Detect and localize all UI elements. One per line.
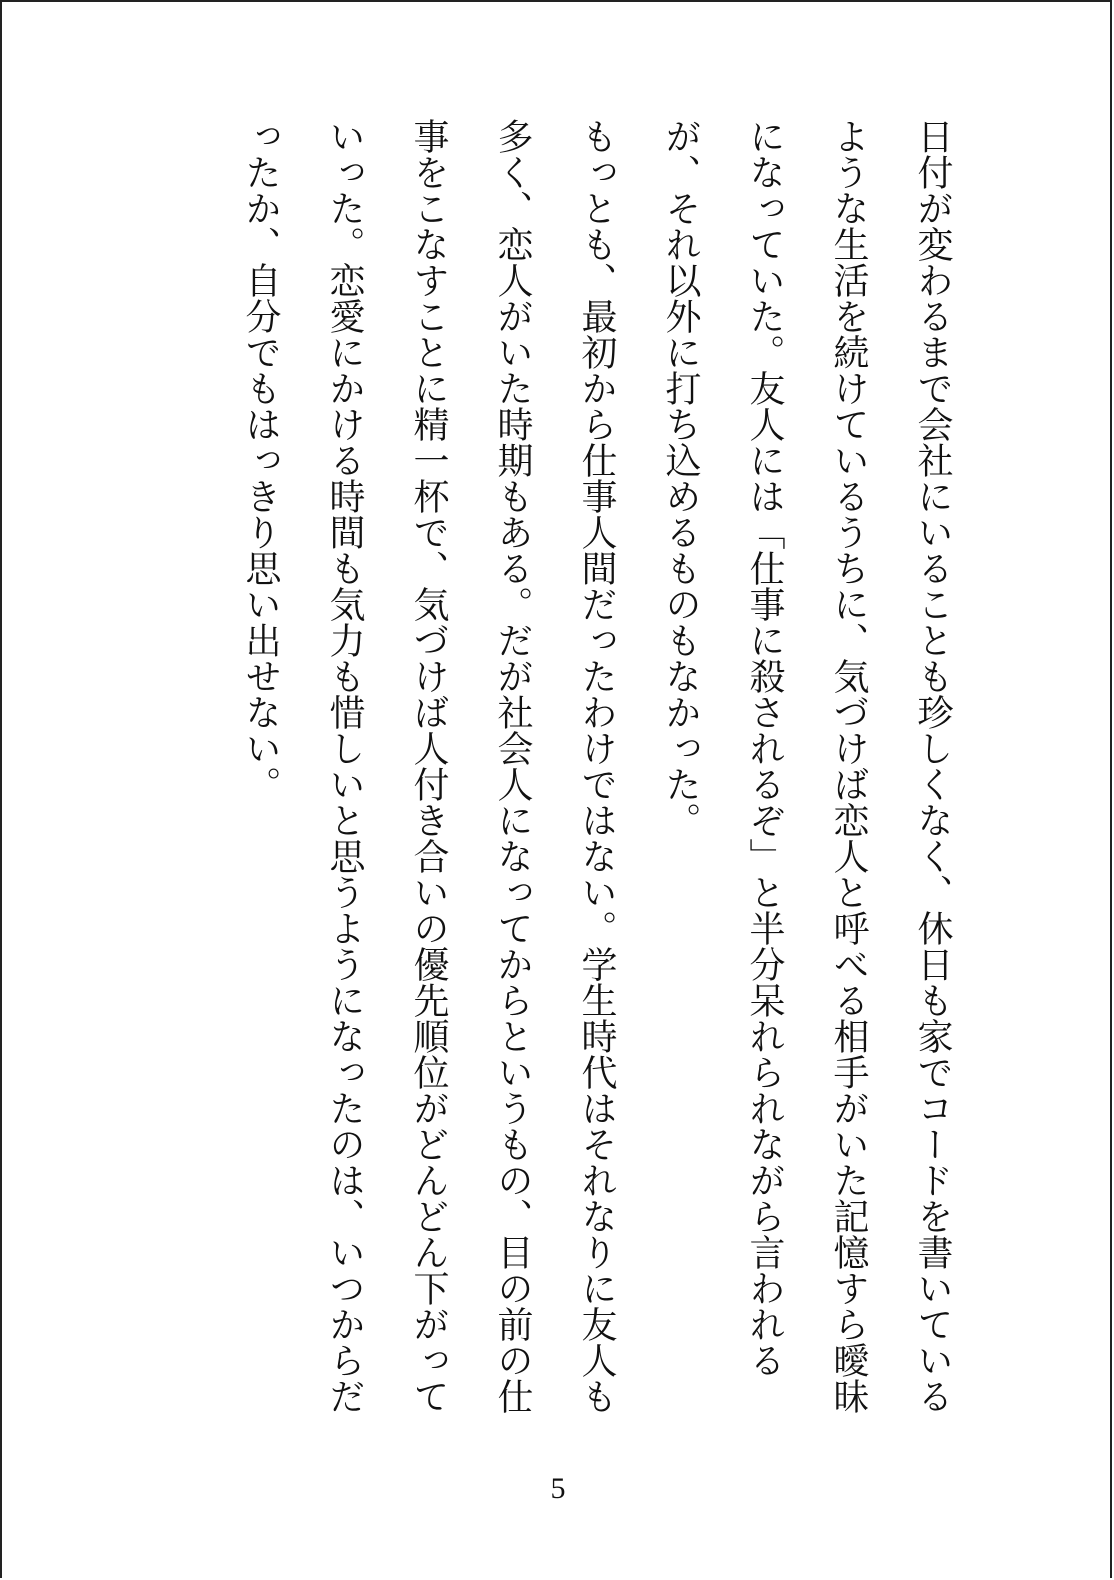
body-text xyxy=(218,118,974,1498)
page-number: 5 xyxy=(550,1472,566,1505)
text-line-1: 日付が変わるまで会社にいることも珍しくなく、休日も家でコードを書いている xyxy=(912,118,953,1414)
text-line-9: ったか、自分でもはっきり思い出せない。 xyxy=(240,118,281,802)
text-line-2: ような生活を続けているうちに、気づけば恋人と呼べる相手がいた記憶すら曖昧 xyxy=(828,118,869,1414)
text-line-5: もっとも、最初から仕事人間だったわけではない。学生時代はそれなりに友人も xyxy=(576,118,617,1414)
text-line-3: になっていた。友人には「仕事に殺されるぞ」と半分呆れられながら言われる xyxy=(744,118,785,1378)
text-line-8: いった。恋愛にかける時間も気力も惜しいと思うようになったのは、いつからだ xyxy=(324,118,365,1414)
text-line-4: が、それ以外に打ち込めるものもなかった。 xyxy=(660,118,701,838)
text-line-6: 多く、恋人がいた時期もある。だが社会人になってからというもの、目の前の仕 xyxy=(492,118,533,1414)
text-line-7: 事をこなすことに精一杯で、気づけば人付き合いの優先順位がどんどん下がって xyxy=(408,118,449,1414)
